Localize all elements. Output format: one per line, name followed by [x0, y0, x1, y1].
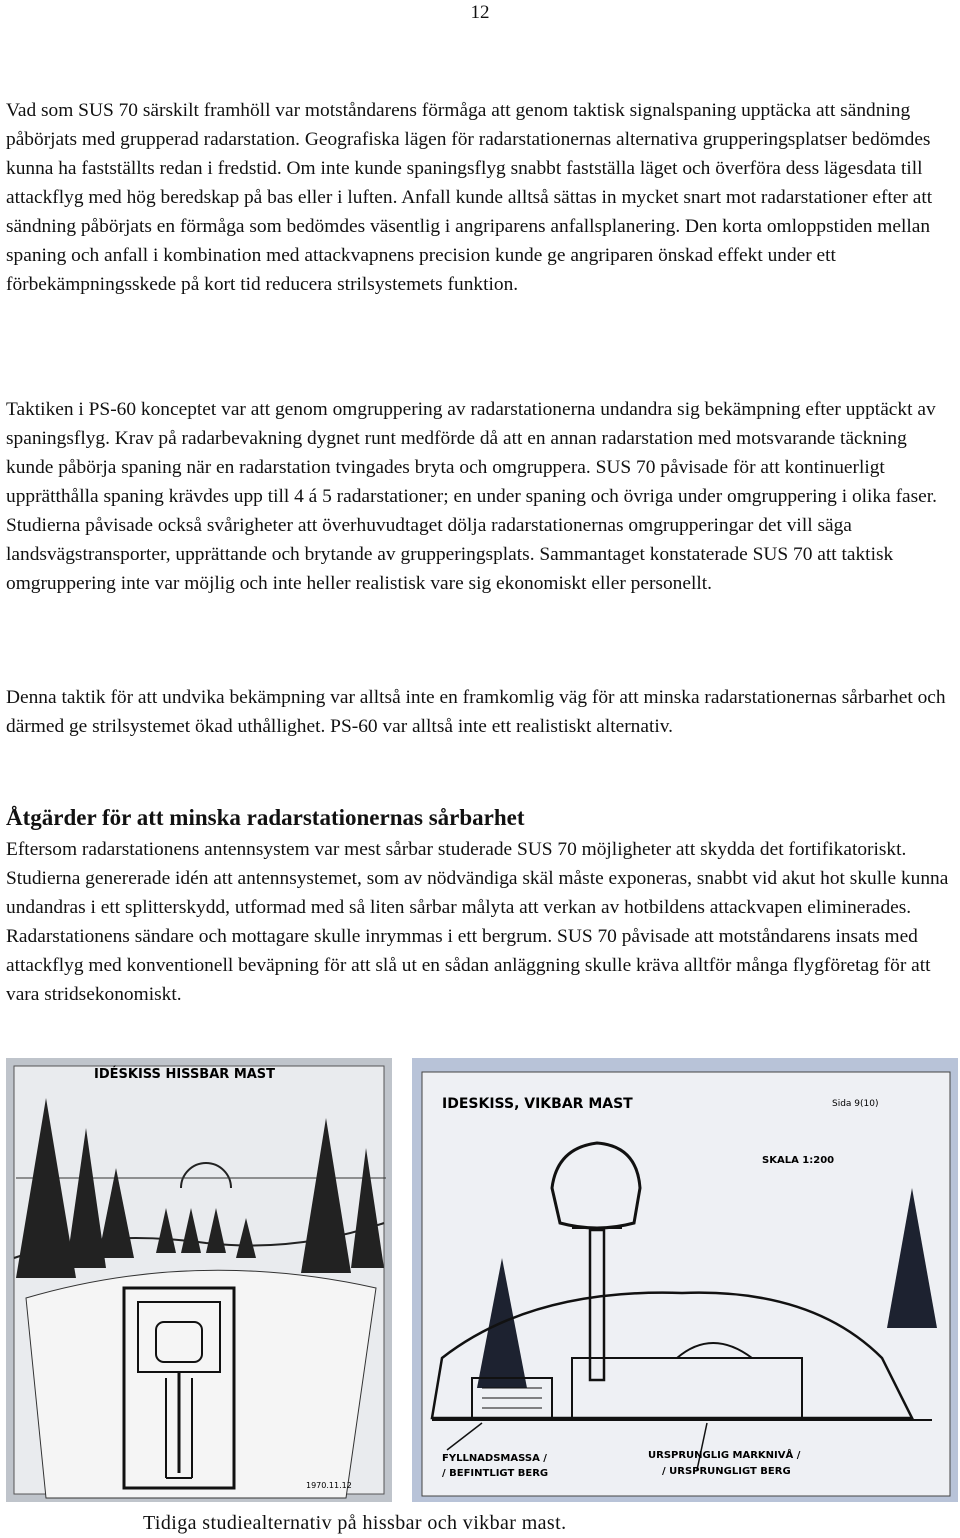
paragraph-text: Eftersom radarstationens antennsystem var mest sårbar studerade SUS 70 möjligheter att skydda det fortifikatoriskt. Studierna genererade idén att antennsystemet, som av nödvändiga skäl måste exponeras, snabbt vid akut hot skulle kunna undandras i ett splitterskydd, utformad med så liten sårbar målyta att verkan av hotbildens attackvapen eliminerades. Radarstationens sändare och mottagare skulle inrymmas i ett bergrum. SUS 70 påvisade att motståndarens insats med attackflyg med konventionell beväpning för att slå ut en sådan anläggning skulle kräva alltför många flygföretag för att vara stridsekonomiskt. — [6, 839, 949, 1005]
label-fill-mass: FYLLNADSMASSA / — [442, 1453, 547, 1464]
page-number: 12 — [470, 2, 490, 23]
label-existing-rock: / BEFINTLIGT BERG — [442, 1468, 549, 1479]
paragraph-text: Taktiken i PS-60 konceptet var att genom omgruppering av radarstationerna undandra sig bekämpning efter upptäckt av spaningsflyg. Krav på radarbevakning dygnet runt medförde då att en annan radarstation med motsvarande täckning kunde påbörja spaning när en radarstation tvingades bryta och omgruppera. SUS 70 påvisade för att kontinuerligt upprätthålla spaning krävdes upp till 4 á 5 radarstationer; en under spaning och övriga under omgruppering i olika faser. Studierna påvisade också svårigheter att överhuvudtaget dölja radarstationernas omgrupperingar det vill säga landsvägstransporter, upprättande och brytande av grupperingsplats. Sammantaget konstaterade SUS 70 att taktisk omgruppering inte var möjlig och inte heller realistisk vare sig ekonomiskt eller personellt. — [6, 399, 938, 594]
paragraph-conclusion — [6, 683, 956, 741]
figure-scale: SKALA 1:200 — [762, 1155, 835, 1166]
paragraph-text: Denna taktik för att undvika bekämpning var alltså inte en framkomlig väg för att minska radarstationernas sårbarhet och därmed ge strilsystemet ökad uthållighet. PS-60 var alltså inte ett realistiskt alternativ. — [6, 687, 946, 737]
section-heading: Åtgärder för att minska radarstationernas sårbarhet — [6, 805, 525, 830]
figure-page-ref: Sida 9(10) — [832, 1099, 879, 1109]
label-original-rock: / URSPRUNGLIGT BERG — [662, 1466, 791, 1477]
figure-foldable-mast — [412, 1058, 958, 1502]
figure-caption: Tidiga studiealternativ på hissbar och vikbar mast. — [143, 1512, 567, 1534]
paragraph-signal-reconnaissance — [6, 96, 956, 299]
paragraph-text: Vad som SUS 70 särskilt framhöll var motståndarens förmåga att genom taktisk signalspaning upptäcka att sändning påbörjats med grupperad radarstation. Geografiska lägen för radarstationernas alternativa grupperingsplatser bedömdes kunna ha fastställts redan i fredstid. Om inte kunde spaningsflyg snabbt fastställa läget och överföra dess lägesdata till attackflyg med hög beredskap på bas eller i luften. Anfall kunde alltså sättas in mycket snart mot radarstationer efter att sändning påbörjats en förmåga som bedömdes väsentlig i angriparens anfallsplanering. Den korta omloppstiden mellan spaning och anfall i kombination med attackvapnens precision kunde ge angriparen önskad effekt under ett förbekämpningsskede på kort tid reducera strilsystemets funktion. — [6, 100, 933, 295]
foldable-mast-sketch — [412, 1058, 958, 1502]
figure-hoistable-mast — [6, 1058, 392, 1502]
figure-title: IDÉSKISS HISSBAR MAST — [94, 1067, 276, 1082]
figure-date: 1970.11.12 — [306, 1481, 352, 1490]
label-original-ground: URSPRUNGLIG MARKNIVÅ / — [648, 1450, 801, 1461]
hoistable-mast-sketch — [6, 1058, 392, 1502]
paragraph-ps60-tactics — [6, 395, 956, 598]
figure-title: IDESKISS, VIKBAR MAST — [442, 1096, 633, 1112]
paragraph-measures — [6, 835, 956, 1009]
